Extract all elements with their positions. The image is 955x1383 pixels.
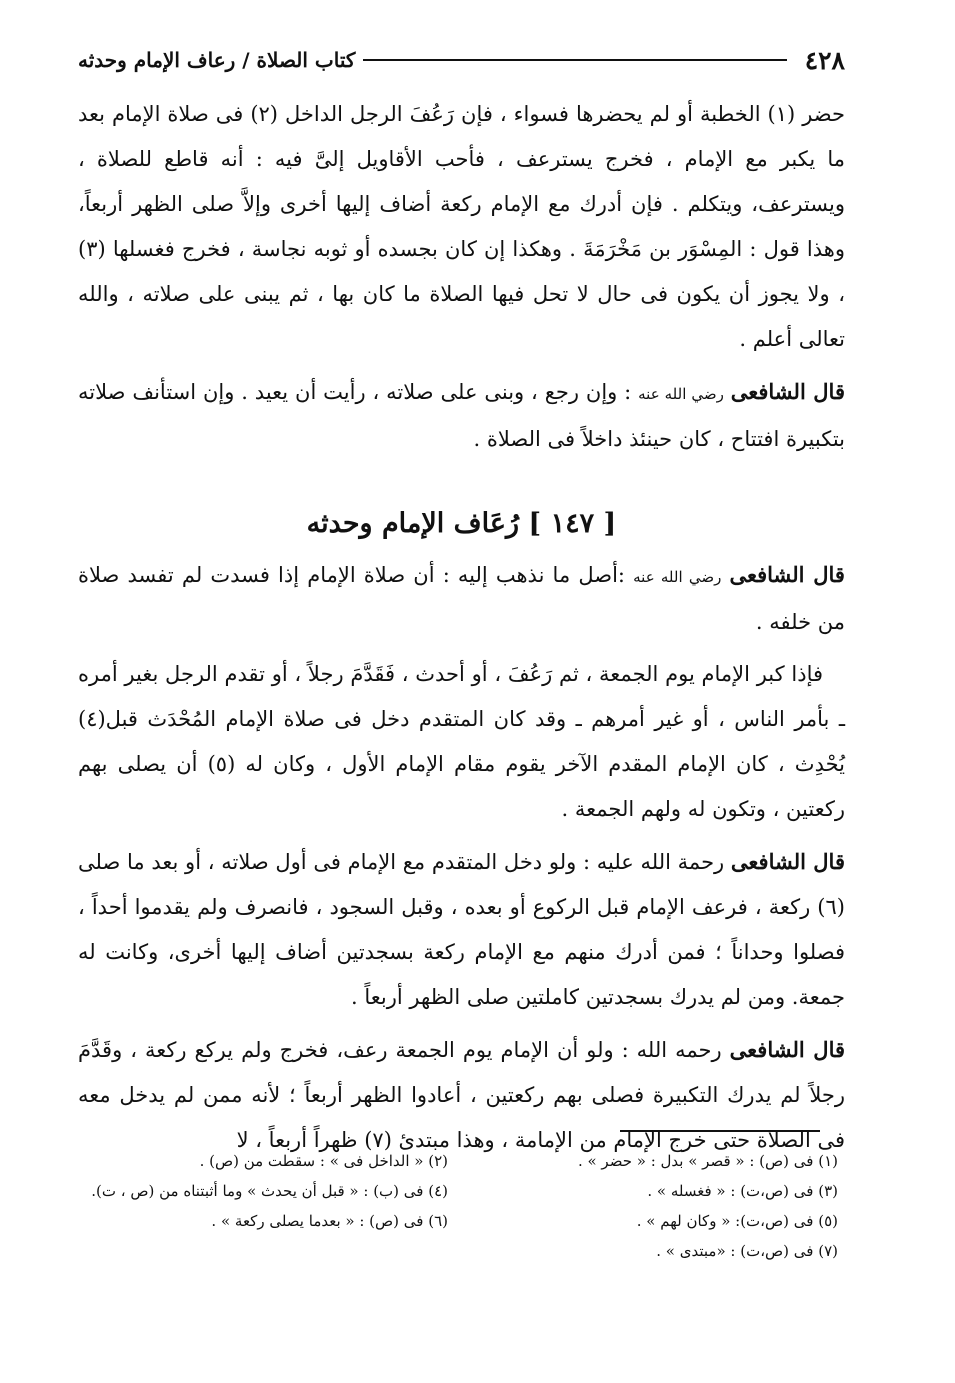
footnote-3: (٣) فى (ص،ت) : « فغسله » . — [647, 1182, 838, 1200]
speaker-label: قال الشافعى — [730, 849, 845, 874]
paragraph-text: رحمة الله عليه : ولو دخل المتقدم مع الإمام فى أول صلاته ، أو بعد ما صلى (٦) ركعة ، فرعف الإمام قبل الركوع أو بعده ، وقبل السجود ، فانصرف ولم يقدموا أحداً ، فصلوا وحداناً ؛ فمن أدرك منهم مع الإمام ركعة بسجدتين أضاف إليها أخرى، وكانت له جمعة. ومن لم يدرك بسجدتين كاملتين صلى الظهر أربعاً . — [78, 850, 845, 1009]
footnote-2: (٢) « الداخل فى » : سقطت من (ص) . — [199, 1152, 448, 1170]
paragraph-text: رحمه الله : ولو أن الإمام يوم الجمعة رعف، فخرج ولم يركع ركعة ، وقَدَّمَ رجلاً لم يدرك التكبيرة فصلى بهم ركعتين ، أعادوا الظهر أربعاً ؛ لأنه ممن لم يدخل معه فى الصلاة حتى خرج الإمام من الإمامة ، وهذا مبتدئ (٧) ظهراً أربعاً ، لا — [78, 1038, 845, 1152]
paragraph-6 — [78, 1027, 845, 1163]
running-title: كتاب الصلاة / رعاف الإمام وحدثه — [78, 48, 356, 72]
footnote-1: (١) فى (ص) : « قصر » بدل : « حضر » . — [577, 1152, 838, 1170]
speaker-label: قال الشافعى — [730, 379, 845, 404]
footnote-7: (٧) فى (ص،ت) : «مبتدى » . — [656, 1242, 838, 1260]
honorific: رضي الله عنه — [633, 568, 722, 586]
page-number: ٤٢٨ — [804, 45, 845, 75]
footnote-5: (٥) فى (ص،ت): « وكان لهم » . — [636, 1212, 838, 1230]
paragraph-2 — [78, 369, 845, 462]
running-header — [78, 40, 845, 80]
footnote-6: (٦) فى (ص) : « بعدما يصلى ركعة » . — [211, 1212, 448, 1230]
honorific: رضي الله عنه — [638, 385, 724, 403]
paragraph-3 — [78, 552, 845, 645]
speaker-label: قال الشافعى — [729, 1037, 846, 1062]
header-rule — [363, 59, 786, 61]
paragraph-text: : وإن رجع ، وبنى على صلاته ، رأيت أن يعيد . وإن استأنف صلاته بتكبيرة افتتاح ، كان حينئذ داخلاً فى الصلاة . — [78, 380, 845, 451]
footnote-4: (٤) فى (ب) : « قبل أن يحدث » وما أثبتناه من (ص ، ت). — [91, 1182, 448, 1200]
speaker-label: قال الشافعى — [729, 562, 845, 587]
main-text — [78, 92, 845, 1170]
paragraph-1: حضر (١) الخطبة أو لم يحضرها فسواء ، فإن رَعُفَ الرجل الداخل (٢) فى صلاة الإمام بعد ما يكبر مع الإمام ، فخرج يسترعف ، فأحب الأقاويل إلىَّ فيه : أنه قاطع للصلاة ، ويسترعف، ويتكلم . فإن أدرك مع الإمام ركعة أضاف إليها أخرى وإلاَّ صلى الظهر أربعاً، وهذا قول : المِسْوَر بن مَخْرَمَةَ . وهكذا إن كان بجسده أو ثوبه نجاسة ، فخرج فغسلها (٣) ، ولا يجوز أن يكون فى حال لا تحل فيها الصلاة ما كان بها ، ثم يبنى على صلاته ، والله تعالى أعلم . — [78, 102, 845, 351]
paragraph-text: :أصل ما نذهب إليه : أن صلاة الإمام إذا فسدت لم تفسد صلاة من خلفه . — [78, 563, 845, 634]
paragraph-4: فإذا كبر الإمام يوم الجمعة ، ثم رَعُفَ ، أو أحدث ، فَقَدَّمَ رجلاً ، أو تقدم الرجل بغير أمره ـ بأمر الناس ، أو غير أمرهم ـ وقد كان المتقدم دخل فى صلاة الإمام المُحْدَث قبل(٤) يُحْدِث ، كان الإمام المقدم الآخر يقوم مقام الإمام الأول ، وكان له (٥) أن يصلى بهم ركعتين ، وتكون له ولهم الجمعة . — [78, 662, 845, 821]
section-title: [ ١٤٧ ] رُعَاف الإمام وحدثه — [306, 508, 617, 539]
footnote-rule — [620, 1130, 820, 1132]
footnotes — [78, 1146, 838, 1266]
paragraph-5 — [78, 839, 845, 1020]
